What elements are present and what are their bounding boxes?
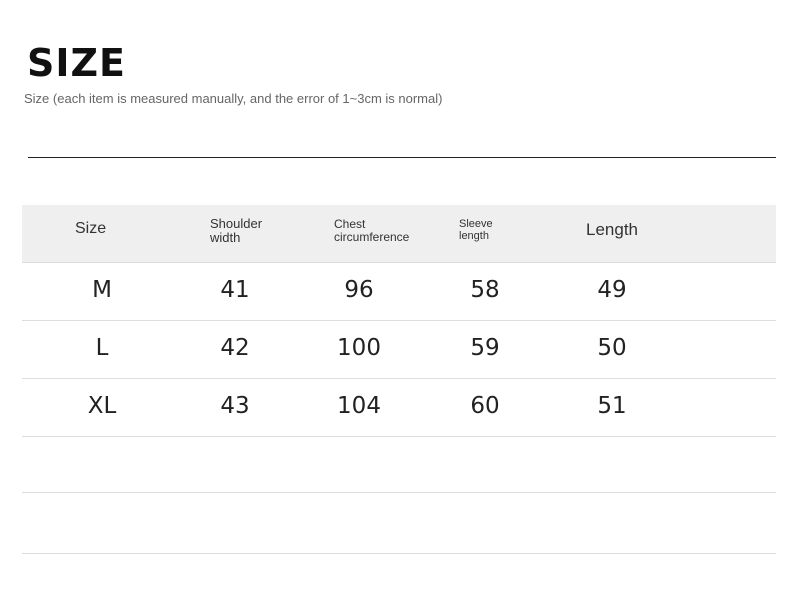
- size-cell: L: [95, 335, 109, 361]
- chest-circumference-cell: 104: [337, 393, 381, 419]
- empty-table-row: [22, 437, 776, 493]
- table-row: [22, 379, 776, 437]
- table-row: [22, 263, 776, 321]
- header-chest-circumference: Chest circumference: [334, 217, 410, 244]
- length-cell: 51: [597, 393, 627, 419]
- header-sleeve-length: Sleeve length: [459, 218, 493, 242]
- table-row: [22, 321, 776, 379]
- measurement-note: Size (each item is measured manually, and the error of 1~3cm is normal): [24, 91, 443, 106]
- shoulder-width-cell: 42: [220, 335, 250, 361]
- title-divider: [28, 157, 776, 158]
- chest-circumference-cell: 96: [344, 277, 374, 303]
- sleeve-length-cell: 60: [470, 393, 500, 419]
- header-size: Size: [75, 220, 107, 237]
- table-header-row: [22, 205, 776, 263]
- empty-table-row: [22, 493, 776, 554]
- size-cell: XL: [87, 393, 117, 419]
- shoulder-width-cell: 43: [220, 393, 250, 419]
- header-shoulder-width: Shoulder width: [210, 216, 263, 245]
- chest-circumference-cell: 100: [337, 335, 381, 361]
- size-table: [22, 205, 776, 554]
- header-length: Length: [586, 220, 638, 239]
- sleeve-length-cell: 59: [470, 335, 500, 361]
- sleeve-length-cell: 58: [470, 277, 500, 303]
- length-cell: 50: [597, 335, 627, 361]
- size-cell: M: [92, 277, 112, 303]
- shoulder-width-cell: 41: [220, 277, 250, 303]
- length-cell: 49: [597, 277, 627, 303]
- page-title: SIZE: [27, 41, 127, 85]
